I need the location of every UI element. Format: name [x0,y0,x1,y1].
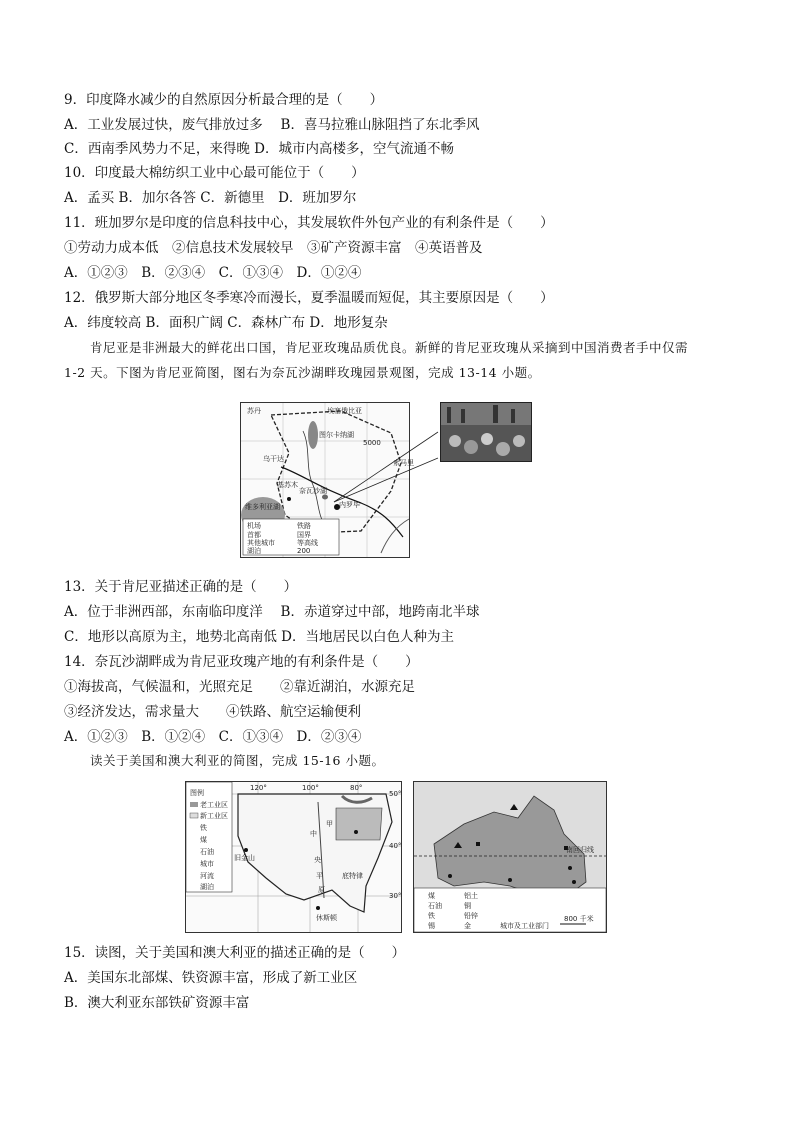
q9-stem: 9．印度降水减少的自然原因分析最合理的是（ ） [64,92,384,108]
usa-aus-intro: 读关于美国和澳大利亚的简图，完成 15-16 小题。 [90,753,385,768]
q12-options: A．纬度较高 B．面积广阔 C．森林广布 D．地形复杂 [64,315,388,331]
kenya-label-kisumu: 基苏木 [277,481,298,489]
kenya-legend-border: 国界 [297,531,311,539]
usa-legend-oil: 石油 [200,848,214,856]
q15-stem: 15．读图，关于美国和澳大利亚的描述正确的是（ ） [64,945,406,961]
q15-option-a: A．美国东北部煤、铁资源丰富，形成了新工业区 [64,970,358,986]
kenya-legend-capital: 首都 [247,531,261,539]
q14-stem: 14．奈瓦沙湖畔成为肯尼亚玫瑰产地的有利条件是（ ） [64,654,419,670]
usa-label-zhong: 中 [310,830,317,838]
q13-options-ab: A．位于非洲西部，东南临印度洋 B．赤道穿过中部，地跨南北半球 [64,604,480,620]
usa-legend-title: 图例 [190,789,204,797]
usa-lon-100: 100° [302,784,319,792]
kenya-label-turkana: 图尔卡纳湖 [319,431,354,439]
usa-legend-old-industrial: 老工业区 [200,801,228,809]
aus-legend-iron: 铁 [428,912,435,920]
usa-label-houston: 休斯顿 [316,914,337,922]
q14-condition-2: ③经济发达，需求量大 ④铁路、航空运输便利 [64,704,361,720]
q14-options: A．①②③ B．①②④ C．①③④ D．②③④ [64,729,362,745]
usa-label-ping: 平 [316,872,323,880]
usa-legend-coal: 煤 [200,836,207,844]
usa-map [185,781,402,933]
usa-legend-city: 城市 [200,860,214,868]
usa-lat-50: 50° [389,790,402,798]
q9-options-ab: A．工业发展过快，废气排放过多 B．喜马拉雅山脉阻挡了东北季风 [64,117,480,133]
kenya-intro-line2: 1-2 天。下图为肯尼亚简图，图右为奈瓦沙湖畔玫瑰园景观图，完成 13-14 小题。 [64,365,541,380]
kenya-legend-contour-200: 200 [297,547,311,555]
q11-conditions: ①劳动力成本低 ②信息技术发展较早 ③矿产资源丰富 ④英语普及 [64,240,483,256]
aus-legend-lead-zinc: 铅锌 [464,912,478,920]
kenya-label-naivasha: 奈瓦沙湖 [299,487,327,495]
usa-label-yang: 央 [314,856,321,864]
kenya-label-victoria: 维多利亚湖 [245,503,280,511]
usa-label-jia: 甲 [326,820,333,828]
q11-options: A．①②③ B．②③④ C．①③④ D．①②④ [64,265,362,281]
aus-legend-tin: 锡 [428,922,435,930]
usa-lon-120: 120° [250,784,267,792]
rose-garden-photo [440,402,532,462]
q14-condition-1: ①海拔高，气候温和，光照充足 ②靠近湖泊，水源充足 [64,679,415,695]
kenya-label-contour-5000: 5000 [363,439,381,447]
aus-legend-coal: 煤 [428,892,435,900]
usa-lat-30: 30° [389,892,402,900]
kenya-label-uganda: 乌干达 [263,455,284,463]
q10-options: A．孟买 B．加尔各答 C．新德里 D．班加罗尔 [64,190,357,206]
aus-legend-city: 城市及工业部门 [500,922,549,930]
kenya-label-nairobi: 内罗毕 [339,501,360,509]
kenya-legend-lake: 湖泊 [247,547,261,555]
callout-lines [330,400,442,510]
kenya-legend-city: 其他城市 [247,539,275,547]
q15-option-b: B．澳大利亚东部铁矿资源丰富 [64,995,250,1011]
usa-legend-iron: 铁 [200,824,207,832]
kenya-label-somalia: 索马里 [393,459,414,467]
q9-options-cd: C．西南季风势力不足，来得晚 D．城市内高楼多，空气流通不畅 [64,141,454,157]
usa-legend-new-industrial: 新工业区 [200,812,228,820]
aus-legend-bauxite: 铝土 [464,892,478,900]
kenya-intro-line1: 肯尼亚是非洲最大的鲜花出口国，肯尼亚玫瑰品质优良。新鲜的肯尼亚玫瑰从采摘到中国消费者手中仅需 [90,340,689,355]
aus-legend-copper: 铜 [464,902,471,910]
q10-stem: 10．印度最大棉纺织工业中心最可能位于（ ） [64,165,365,181]
kenya-legend-airport: 机场 [247,522,261,530]
q13-options-cd: C．地形以高原为主，地势北高南低 D．当地居民以白色人种为主 [64,629,454,645]
australia-map [413,781,607,933]
usa-lat-40: 40° [389,842,402,850]
kenya-label-sudan: 苏丹 [247,407,261,415]
aus-scale: 800 千米 [564,915,594,923]
aus-legend-oil: 石油 [428,902,442,910]
aus-label-tropic: 南回归线 [566,846,594,854]
q13-stem: 13．关于肯尼亚描述正确的是（ ） [64,579,298,595]
usa-label-san-francisco: 旧金山 [234,854,255,862]
usa-lon-80: 80° [350,784,363,792]
usa-label-yuan: 原 [318,886,325,894]
usa-label-detroit: 底特律 [342,872,363,880]
aus-legend-gold: 金 [464,922,471,930]
kenya-legend-railway: 铁路 [297,522,311,530]
usa-legend-lake: 湖泊 [200,883,214,891]
q12-stem: 12．俄罗斯大部分地区冬季寒冷而漫长，夏季温暖而短促，其主要原因是（ ） [64,290,554,306]
kenya-legend-contour: 等高线 [297,539,318,547]
usa-legend-river: 河流 [200,872,214,880]
kenya-label-ethiopia: 埃塞俄比亚 [327,407,362,415]
q11-stem: 11．班加罗尔是印度的信息科技中心，其发展软件外包产业的有利条件是（ ） [64,215,554,231]
